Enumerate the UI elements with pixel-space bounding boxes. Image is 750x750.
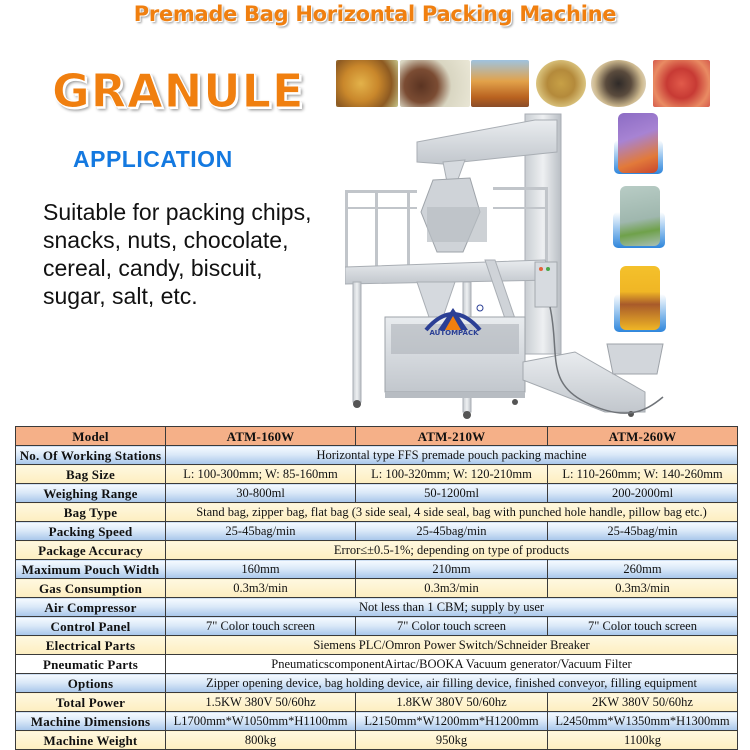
row-label: Total Power	[16, 693, 166, 712]
row-value: L1700mm*W1050mm*H1100mm	[166, 712, 356, 731]
category-heading: GRANULE	[52, 64, 305, 118]
pouch-image-kiwi	[620, 186, 660, 246]
description-line: snacks, nuts, chocolate,	[43, 227, 289, 253]
row-value: 25-45bag/min	[166, 522, 356, 541]
table-row	[16, 484, 738, 503]
application-heading: APPLICATION	[73, 146, 233, 172]
food-image-trail-mix	[591, 60, 646, 107]
table-row	[16, 636, 738, 655]
row-value: 160mm	[166, 560, 356, 579]
pouch-image-purple	[618, 113, 658, 173]
table-row	[16, 579, 738, 598]
table-row	[16, 465, 738, 484]
row-value: 0.3m3/min	[356, 579, 548, 598]
row-value: 25-45bag/min	[356, 522, 548, 541]
row-value-shared: Zipper opening device, bag holding device, air filling device, finished conveyor, filling equipment	[166, 674, 738, 693]
row-value-shared: Not less than 1 CBM; supply by user	[166, 598, 738, 617]
table-row	[16, 522, 738, 541]
row-value: 0.3m3/min	[548, 579, 738, 598]
table-row	[16, 446, 738, 465]
row-value: 50-1200ml	[356, 484, 548, 503]
table-row	[16, 712, 738, 731]
application-description	[43, 198, 343, 310]
row-value: 7" Color touch screen	[548, 617, 738, 636]
row-label: Bag Size	[16, 465, 166, 484]
specification-table	[15, 426, 738, 750]
row-label: Packing Speed	[16, 522, 166, 541]
food-image-granola	[536, 60, 586, 107]
row-value: 0.3m3/min	[166, 579, 356, 598]
row-label: Options	[16, 674, 166, 693]
row-value: 1100kg	[548, 731, 738, 750]
row-value: L2150mm*W1200mm*H1200mm	[356, 712, 548, 731]
row-value: 7" Color touch screen	[356, 617, 548, 636]
row-label: Gas Consumption	[16, 579, 166, 598]
row-label: Maximum Pouch Width	[16, 560, 166, 579]
table-row	[16, 655, 738, 674]
description-line: sugar, salt, etc.	[43, 283, 198, 309]
description-line: cereal, candy, biscuit,	[43, 255, 263, 281]
row-value: 30-800ml	[166, 484, 356, 503]
table-row	[16, 598, 738, 617]
header-atm-160w: ATM-160W	[166, 427, 356, 446]
row-value: 7" Color touch screen	[166, 617, 356, 636]
table-row	[16, 503, 738, 522]
row-value: 950kg	[356, 731, 548, 750]
pouch-image-yellow	[620, 266, 660, 330]
row-label: Bag Type	[16, 503, 166, 522]
row-label: Machine Dimensions	[16, 712, 166, 731]
row-value: L: 100-300mm; W: 85-160mm	[166, 465, 356, 484]
header-model: Model	[16, 427, 166, 446]
food-image-dried-fruit	[653, 60, 710, 107]
row-value-shared: Error≤±0.5-1%; depending on type of products	[166, 541, 738, 560]
row-label: Air Compressor	[16, 598, 166, 617]
row-value: 200-2000ml	[548, 484, 738, 503]
row-value: 1.5KW 380V 50/60hz	[166, 693, 356, 712]
header-atm-210w: ATM-210W	[356, 427, 548, 446]
table-row	[16, 617, 738, 636]
row-value: 25-45bag/min	[548, 522, 738, 541]
table-row	[16, 541, 738, 560]
food-image-snack-mix	[336, 60, 398, 107]
table-header-row	[16, 427, 738, 446]
row-label: Electrical Parts	[16, 636, 166, 655]
page-title: Premade Bag Horizontal Packing Machine	[133, 2, 617, 26]
table-row	[16, 560, 738, 579]
brand-logo-text: AUTOMPACK	[429, 329, 479, 337]
row-label: Weighing Range	[16, 484, 166, 503]
row-label: No. Of Working Stations	[16, 446, 166, 465]
row-value: 2KW 380V 50/60hz	[548, 693, 738, 712]
row-value: 1.8KW 380V 50/60hz	[356, 693, 548, 712]
row-value: L2450mm*W1350mm*H1300mm	[548, 712, 738, 731]
food-image-nuts-chocolate	[400, 60, 470, 107]
table-row	[16, 693, 738, 712]
header-atm-260w: ATM-260W	[548, 427, 738, 446]
row-label: Package Accuracy	[16, 541, 166, 560]
row-value: L: 110-260mm; W: 140-260mm	[548, 465, 738, 484]
row-label: Machine Weight	[16, 731, 166, 750]
row-value-shared: Stand bag, zipper bag, flat bag (3 side seal, 4 side seal, bag with punched hole handle, pillow bag etc.)	[166, 503, 738, 522]
row-value-shared: Horizontal type FFS premade pouch packing machine	[166, 446, 738, 465]
row-label: Pneumatic Parts	[16, 655, 166, 674]
food-image-chips-bowl	[471, 60, 529, 107]
row-value: 260mm	[548, 560, 738, 579]
row-value-shared: Siemens PLC/Omron Power Switch/Schneider Breaker	[166, 636, 738, 655]
row-value: 800kg	[166, 731, 356, 750]
row-value: L: 100-320mm; W: 120-210mm	[356, 465, 548, 484]
table-row	[16, 674, 738, 693]
table-row	[16, 731, 738, 750]
description-line: Suitable for packing chips,	[43, 199, 312, 225]
row-value-shared: PneumaticscomponentAirtac/BOOKA Vacuum generator/Vacuum Filter	[166, 655, 738, 674]
row-label: Control Panel	[16, 617, 166, 636]
row-value: 210mm	[356, 560, 548, 579]
